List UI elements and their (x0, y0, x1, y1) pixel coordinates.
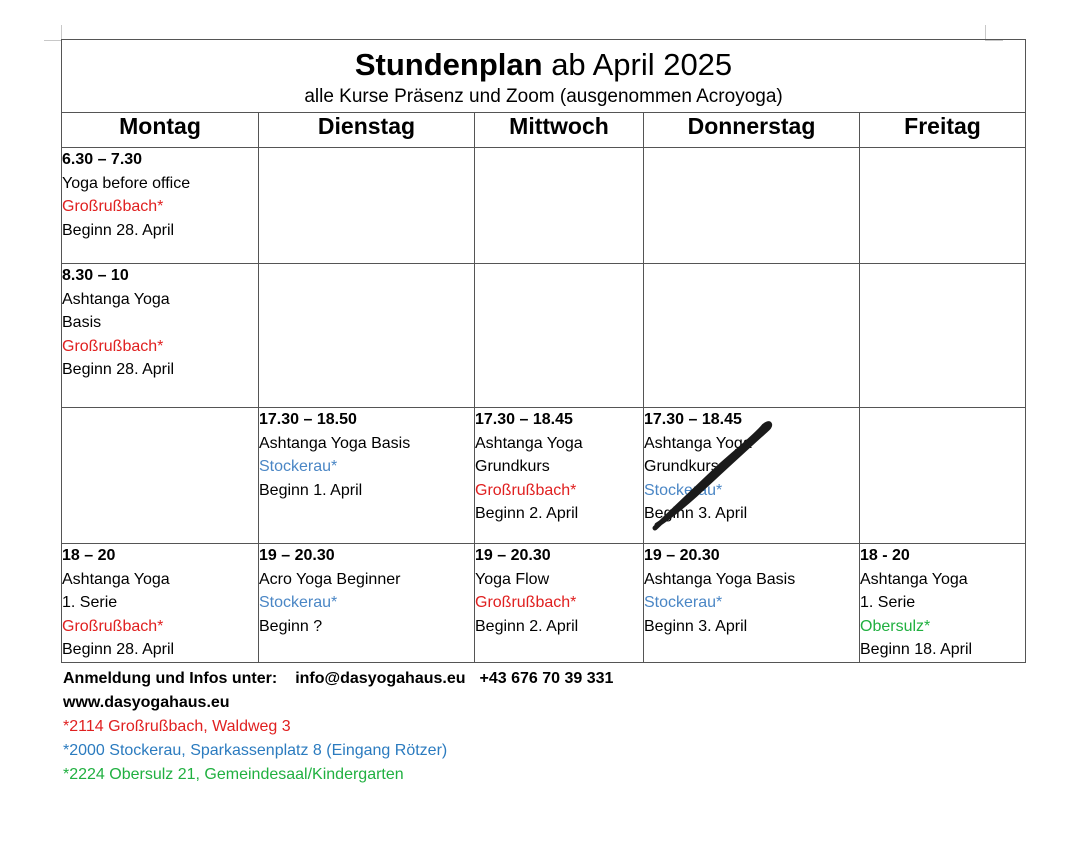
day-header-mittwoch: Mittwoch (475, 113, 644, 148)
course-name-line: 1. Serie (62, 594, 118, 611)
course-name-line: Ashtanga Yoga (644, 434, 752, 452)
empty-cell (259, 148, 475, 264)
course-time: 17.30 – 18.50 (259, 411, 357, 428)
course-start: Beginn ? (259, 617, 323, 635)
course-name-line: Basis (62, 314, 102, 331)
course-name-line: 1. Serie (860, 594, 916, 611)
course-location: Großrußbach* (62, 337, 164, 355)
crop-mark-top-left (61, 25, 62, 39)
course-time: 19 – 20.30 (644, 547, 720, 564)
page-title (62, 47, 1025, 83)
course-name-line: Grundkurs (475, 458, 550, 475)
course-time: 6.30 – 7.30 (62, 151, 143, 168)
course-time: 18 – 20 (62, 547, 116, 564)
course-name-line: Ashtanga Yoga (62, 570, 170, 588)
title-cell (62, 40, 1026, 113)
empty-cell (475, 264, 644, 408)
address-obersulz: *2224 Obersulz 21, Gemeindesaal/Kindergarten (63, 766, 404, 783)
course-start: Beginn 2. April (475, 617, 579, 635)
course-start: Beginn 18. April (860, 641, 973, 658)
course-start: Beginn 2. April (475, 505, 579, 522)
course-time: 8.30 – 10 (62, 267, 129, 284)
schedule-row (62, 544, 1026, 663)
page-subtitle: alle Kurse Präsenz und Zoom (ausgenommen Acroyoga) (304, 86, 783, 107)
footer (63, 667, 613, 787)
course-name-line: Ashtanga Yoga Basis (644, 570, 796, 588)
course-cell (62, 148, 259, 264)
course-cell (259, 408, 475, 544)
course-start: Beginn 3. April (644, 505, 748, 522)
course-location: Stockerau* (259, 594, 338, 611)
course-name-line: Grundkurs (644, 458, 719, 475)
title-rest: ab April 2025 (542, 47, 733, 82)
course-time: 17.30 – 18.45 (644, 411, 742, 428)
course-cell (259, 544, 475, 663)
course-cell (860, 544, 1026, 663)
course-name-line: Acro Yoga Beginner (259, 570, 401, 588)
course-name-line: Yoga Flow (475, 570, 550, 588)
day-header-freitag: Freitag (860, 113, 1026, 148)
course-cell (62, 264, 259, 408)
course-location: Obersulz* (860, 617, 931, 635)
empty-cell (475, 148, 644, 264)
address-grossrussbach: *2114 Großrußbach, Waldweg 3 (63, 718, 291, 735)
course-time: 19 – 20.30 (259, 547, 335, 564)
empty-cell (860, 264, 1026, 408)
course-location: Großrußbach* (475, 481, 577, 499)
website-link[interactable]: www.dasyogahaus.eu (63, 694, 230, 711)
schedule-row (62, 148, 1026, 264)
address-stockerau: *2000 Stockerau, Sparkassenplatz 8 (Eingang Rötzer) (63, 742, 448, 759)
course-cell (644, 408, 860, 544)
course-location: Stockerau* (644, 594, 723, 611)
empty-cell (62, 408, 259, 544)
course-cell (475, 408, 644, 544)
course-start: Beginn 28. April (62, 361, 175, 378)
course-name-line: Yoga before office (62, 174, 191, 192)
course-location: Großrußbach* (62, 198, 164, 215)
contact-line (63, 667, 613, 691)
crop-mark-top-right (985, 25, 986, 39)
course-location: Stockerau* (644, 481, 723, 499)
contact-email[interactable]: info@dasyogahaus.eu (295, 670, 466, 687)
crop-mark-left (44, 40, 62, 41)
day-header-row (62, 113, 1026, 148)
course-location: Großrußbach* (62, 617, 164, 635)
contact-label: Anmeldung und Infos unter: (63, 670, 278, 687)
day-header-dienstag: Dienstag (259, 113, 475, 148)
day-header-montag: Montag (62, 113, 259, 148)
schedule-row (62, 408, 1026, 544)
empty-cell (644, 264, 860, 408)
schedule-row (62, 264, 1026, 408)
course-time: 19 – 20.30 (475, 547, 551, 564)
course-name-line: Ashtanga Yoga (62, 290, 170, 308)
course-start: Beginn 28. April (62, 221, 175, 239)
day-header-donnerstag: Donnerstag (644, 113, 860, 148)
title-bold: Stundenplan (354, 47, 543, 82)
empty-cell (259, 264, 475, 408)
title-row (62, 40, 1026, 113)
course-location: Großrußbach* (475, 594, 577, 611)
course-start: Beginn 28. April (62, 641, 175, 658)
empty-cell (860, 148, 1026, 264)
course-time: 18 - 20 (860, 547, 910, 564)
course-location: Stockerau* (259, 458, 338, 475)
course-time: 17.30 – 18.45 (475, 411, 573, 428)
course-start: Beginn 1. April (259, 481, 363, 499)
contact-phone: +43 676 70 39 331 (479, 670, 614, 687)
course-name-line: Ashtanga Yoga (475, 434, 583, 452)
course-cell (644, 544, 860, 663)
empty-cell (644, 148, 860, 264)
course-name-line: Ashtanga Yoga (860, 570, 968, 588)
course-cell (475, 544, 644, 663)
empty-cell (860, 408, 1026, 544)
schedule-table (61, 39, 1026, 663)
course-name-line: Ashtanga Yoga Basis (259, 434, 411, 452)
course-start: Beginn 3. April (644, 617, 748, 635)
course-cell (62, 544, 259, 663)
